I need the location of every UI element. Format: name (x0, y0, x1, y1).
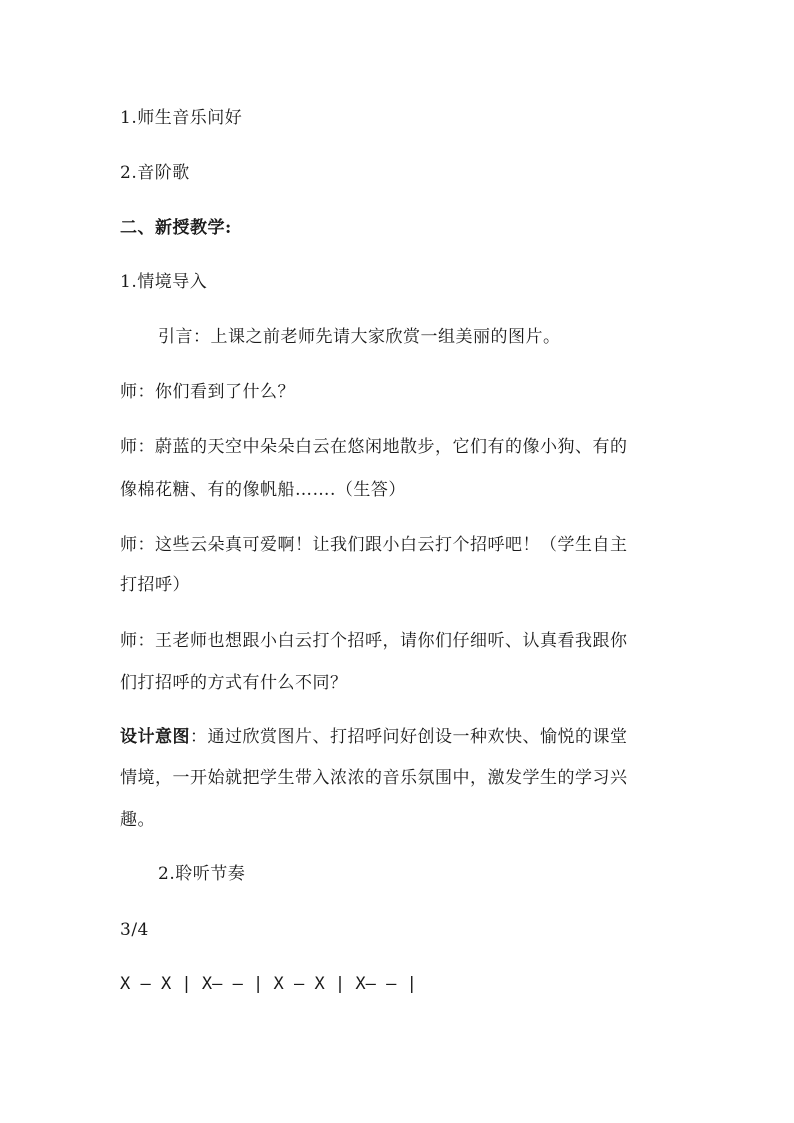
teacher-greeting-line-1: 师：这些云朵真可爱啊！让我们跟小白云打个招呼吧！（学生自主 (120, 535, 628, 555)
design-intent-line-3: 趣。 (120, 810, 155, 830)
teacher-description-line-1: 师：蔚蓝的天空中朵朵白云在悠闲地散步，它们有的像小狗、有的 (120, 437, 628, 457)
rhythm-notation: X — X | X— — | X — X | X— — | (120, 974, 417, 994)
teacher-question: 师：你们看到了什么？ (120, 382, 295, 402)
intro-paragraph: 引言：上课之前老师先请大家欣赏一组美丽的图片。 (158, 327, 561, 347)
time-signature: 3/4 (120, 920, 149, 940)
teacher-description-line-2: 像棉花糖、有的像帆船…….（生答） (120, 480, 406, 500)
item-listen-rhythm: 2.聆听节奏 (158, 864, 246, 884)
teacher-listen-line-2: 们打招呼的方式有什么不同？ (120, 673, 348, 693)
teacher-greeting-line-2: 打招呼） (120, 575, 190, 595)
design-intent-label: 设计意图 (120, 727, 190, 747)
item-greeting: 1.师生音乐问好 (120, 108, 243, 128)
teacher-listen-line-1: 师：王老师也想跟小白云打个招呼，请你们仔细听、认真看我跟你 (120, 631, 628, 651)
item-scale-song: 2.音阶歌 (120, 163, 190, 183)
section-heading-new-teaching: 二、新授教学: (120, 218, 232, 238)
design-intent-line-2: 情境，一开始就把学生带入浓浓的音乐氛围中，激发学生的学习兴 (120, 768, 628, 788)
design-intent-line-1 (120, 727, 680, 747)
item-situation-intro: 1.情境导入 (120, 272, 208, 292)
design-intent-text: ：通过欣赏图片、打招呼问好创设一种欢快、愉悦的课堂 (190, 727, 628, 747)
